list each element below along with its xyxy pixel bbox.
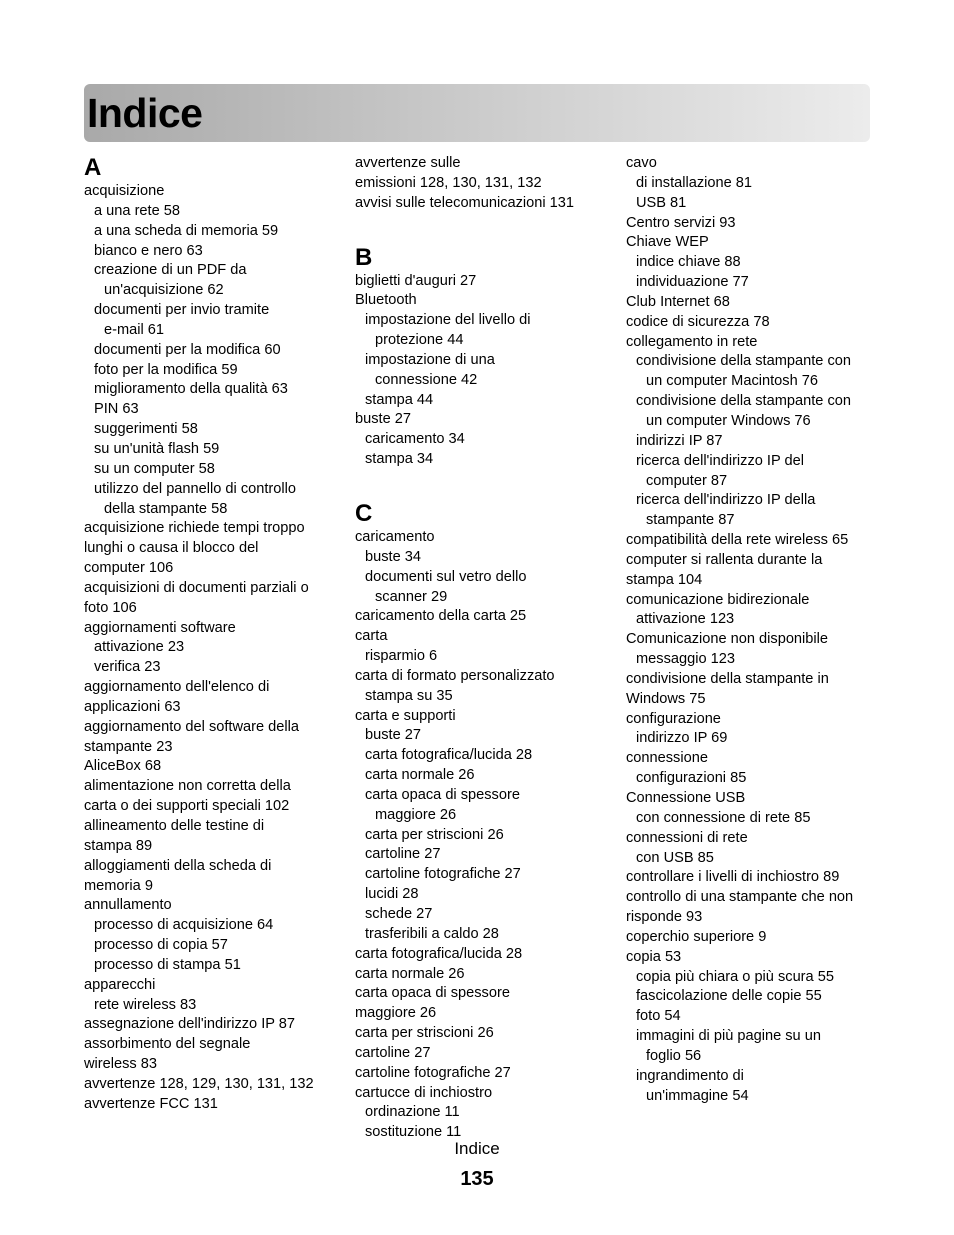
index-subentry: caricamento 34 <box>365 431 465 448</box>
index-letter-heading: A <box>84 154 102 181</box>
index-subentry: ricerca dell'indirizzo IP del <box>636 452 804 469</box>
index-entry: connessione <box>626 750 708 767</box>
index-subentry: sostituzione 11 <box>365 1124 462 1141</box>
index-entry: foto 106 <box>84 599 137 616</box>
index-entry: risponde 93 <box>626 909 703 926</box>
index-entry: caricamento <box>355 528 435 545</box>
index-entry: cartucce di inchiostro <box>355 1084 493 1101</box>
index-entry: Centro servizi 93 <box>626 214 736 231</box>
index-entry: avvisi sulle telecomunicazioni 131 <box>355 194 575 211</box>
index-subentry: messaggio 123 <box>636 651 735 668</box>
index-entry: acquisizione <box>84 183 165 199</box>
index-entry: computer si rallenta durante la <box>626 551 823 568</box>
index-column-3 <box>626 154 876 1107</box>
index-entry: connessioni di rete <box>626 829 748 846</box>
index-subentry: a una scheda di memoria 59 <box>94 222 279 239</box>
index-subentry: USB 81 <box>636 194 687 211</box>
index-subentry: creazione di un PDF da <box>94 262 247 279</box>
index-entry: cartoline 27 <box>355 1044 431 1061</box>
index-subentry: immagini di più pagine su un <box>636 1028 821 1045</box>
index-entry: memoria 9 <box>84 877 153 894</box>
index-subentry: maggiore 26 <box>375 806 457 823</box>
index-subentry: stampa 34 <box>365 451 434 468</box>
index-entry: avvertenze 128, 129, 130, 131, 132 <box>84 1075 314 1092</box>
index-subentry: della stampante 58 <box>104 500 228 517</box>
index-subentry: foglio 56 <box>646 1047 702 1064</box>
index-subentry: bianco e nero 63 <box>94 242 203 259</box>
index-entry: carta o dei supporti speciali 102 <box>84 798 290 815</box>
page-title: Indice <box>87 90 203 136</box>
index-entry: copia 53 <box>626 948 682 965</box>
index-entry: aggiornamento del software della <box>84 718 299 735</box>
index-entry: carta fotografica/lucida 28 <box>355 945 523 962</box>
footer-section-label: Indice <box>454 1139 500 1158</box>
index-subentry: ordinazione 11 <box>365 1104 460 1121</box>
index-entry: cartoline fotografiche 27 <box>355 1064 511 1081</box>
index-subentry: utilizzo del pannello di controllo <box>94 480 297 497</box>
index-subentry: documenti sul vetro dello <box>365 568 527 585</box>
index-subentry: individuazione 77 <box>636 274 749 291</box>
index-subentry: buste 27 <box>365 727 421 744</box>
index-entry: Club Internet 68 <box>626 293 730 310</box>
index-subentry: stampa su 35 <box>365 687 453 704</box>
index-entry: comunicazione bidirezionale <box>626 591 810 608</box>
index-subentry: connessione 42 <box>375 371 478 388</box>
index-subentry: protezione 44 <box>375 332 464 349</box>
index-subentry: trasferibili a caldo 28 <box>365 925 499 942</box>
index-entry: avvertenze sulle <box>355 155 461 171</box>
index-subentry: foto 54 <box>636 1008 681 1025</box>
index-entry: compatibilità della rete wireless 65 <box>626 532 849 549</box>
index-entry: wireless 83 <box>84 1056 157 1073</box>
index-subentry: cartoline 27 <box>365 846 441 863</box>
page-number: 135 <box>460 1168 494 1190</box>
section-spacer <box>355 470 605 500</box>
index-subentry: un computer Macintosh 76 <box>646 373 818 390</box>
index-subentry: un'immagine 54 <box>646 1087 749 1104</box>
index-entry: carta di formato personalizzato <box>355 667 555 684</box>
index-subentry: indirizzi IP 87 <box>636 432 723 449</box>
index-entry: buste 27 <box>355 411 411 428</box>
index-entry: configurazione <box>626 710 721 727</box>
index-entry: carta e supporti <box>355 707 456 724</box>
index-subentry: carta opaca di spessore <box>365 786 520 803</box>
index-entry: controllo di una stampante che non <box>626 889 854 906</box>
index-letter-heading: C <box>355 499 373 527</box>
index-entry: stampa 104 <box>626 571 703 588</box>
index-entry: controllare i livelli di inchiostro 89 <box>626 869 840 886</box>
index-subentry: suggerimenti 58 <box>94 421 198 438</box>
index-entry: alloggiamenti della scheda di <box>84 857 272 874</box>
index-entry: emissioni 128, 130, 131, 132 <box>355 174 542 191</box>
index-subentry: foto per la modifica 59 <box>94 361 238 378</box>
index-subentry: condivisione della stampante con <box>636 353 851 370</box>
index-entry: alimentazione non corretta della <box>84 778 291 795</box>
index-subentry: PIN 63 <box>94 401 139 418</box>
section-spacer <box>355 214 605 244</box>
index-entry: carta per striscioni 26 <box>355 1025 494 1042</box>
index-entry: biglietti d'auguri 27 <box>355 272 477 289</box>
index-entry: cavo <box>626 155 657 171</box>
index-entry: maggiore 26 <box>355 1005 437 1022</box>
index-subentry: di installazione 81 <box>636 174 753 191</box>
index-entry: acquisizioni di documenti parziali o <box>84 579 309 596</box>
index-entry: carta normale 26 <box>355 965 465 982</box>
index-subentry: miglioramento della qualità 63 <box>94 381 288 398</box>
index-entry: avvertenze FCC 131 <box>84 1095 218 1112</box>
index-subentry: documenti per la modifica 60 <box>94 341 281 358</box>
index-entry: acquisizione richiede tempi troppo <box>84 520 305 537</box>
index-subentry: su un'unità flash 59 <box>94 440 220 457</box>
index-subentry: attivazione 23 <box>94 639 185 656</box>
index-subentry: carta per striscioni 26 <box>365 826 504 843</box>
index-subentry: documenti per invio tramite <box>94 302 270 319</box>
index-entry: condivisione della stampante in <box>626 670 829 687</box>
index-subentry: condivisione della stampante con <box>636 393 851 410</box>
index-subentry: copia più chiara o più scura 55 <box>636 968 834 985</box>
index-subentry: risparmio 6 <box>365 648 438 665</box>
index-entry: assegnazione dell'indirizzo IP 87 <box>84 1016 296 1033</box>
index-entry: Connessione USB <box>626 790 746 806</box>
index-subentry: computer 87 <box>646 472 728 489</box>
index-subentry: processo di copia 57 <box>94 937 228 954</box>
index-entry: stampante 23 <box>84 738 173 755</box>
index-subentry: lucidi 28 <box>365 886 419 903</box>
index-subentry: un'acquisizione 62 <box>104 282 224 299</box>
index-subentry: processo di acquisizione 64 <box>94 917 274 934</box>
index-entry: lunghi o causa il blocco del <box>84 540 259 557</box>
index-subentry: configurazioni 85 <box>636 770 747 787</box>
index-entry: stampa 89 <box>84 837 153 854</box>
index-entry: aggiornamento dell'elenco di <box>84 679 270 696</box>
index-entry: caricamento della carta 25 <box>355 608 527 625</box>
index-subentry: ricerca dell'indirizzo IP della <box>636 492 816 509</box>
index-entry: coperchio superiore 9 <box>626 928 767 945</box>
index-entry: apparecchi <box>84 976 156 993</box>
index-subentry: impostazione del livello di <box>365 312 531 329</box>
index-subentry: indirizzo IP 69 <box>636 730 728 747</box>
index-subentry: verifica 23 <box>94 659 161 676</box>
index-subentry: ingrandimento di <box>636 1067 744 1084</box>
index-subentry: a una rete 58 <box>94 202 181 219</box>
index-subentry: carta normale 26 <box>365 767 475 784</box>
index-subentry: processo di stampa 51 <box>94 956 241 973</box>
index-entry: annullamento <box>84 897 172 914</box>
index-subentry: un computer Windows 76 <box>646 412 811 429</box>
index-subentry: indice chiave 88 <box>636 254 741 271</box>
index-entry: carta opaca di spessore <box>355 985 510 1002</box>
index-entry: computer 106 <box>84 560 174 577</box>
index-column-2 <box>355 154 605 1143</box>
index-entry: carta <box>355 628 388 645</box>
index-subentry: rete wireless 83 <box>94 996 197 1013</box>
index-subentry: stampante 87 <box>646 512 735 529</box>
index-entry: codice di sicurezza 78 <box>626 313 770 330</box>
index-subentry: e-mail 61 <box>104 321 165 338</box>
index-subentry: schede 27 <box>365 906 433 922</box>
index-subentry: stampa 44 <box>365 391 434 408</box>
index-entry: Windows 75 <box>626 690 706 707</box>
index-subentry: attivazione 123 <box>636 611 735 628</box>
index-entry: collegamento in rete <box>626 333 758 350</box>
index-subentry: scanner 29 <box>375 588 448 605</box>
index-entry: Comunicazione non disponibile <box>626 631 829 648</box>
index-letter-heading: B <box>355 243 373 271</box>
index-subentry: con USB 85 <box>636 849 714 866</box>
index-entry: Chiave WEP <box>626 234 709 251</box>
index-entry: AliceBox 68 <box>84 758 162 775</box>
title-banner <box>84 84 870 142</box>
index-entry: Bluetooth <box>355 292 417 309</box>
index-entry: allineamento delle testine di <box>84 818 265 834</box>
index-subentry: carta fotografica/lucida 28 <box>365 747 533 764</box>
index-entry: applicazioni 63 <box>84 698 181 715</box>
index-subentry: fascicolazione delle copie 55 <box>636 988 822 1005</box>
index-entry: assorbimento del segnale <box>84 1036 251 1053</box>
index-subentry: impostazione di una <box>365 351 495 368</box>
index-subentry: buste 34 <box>365 548 421 565</box>
index-column-1 <box>84 154 334 1115</box>
index-subentry: con connessione di rete 85 <box>636 809 811 826</box>
index-subentry: su un computer 58 <box>94 460 215 477</box>
index-subentry: cartoline fotografiche 27 <box>365 866 521 883</box>
index-entry: aggiornamenti software <box>84 619 236 636</box>
